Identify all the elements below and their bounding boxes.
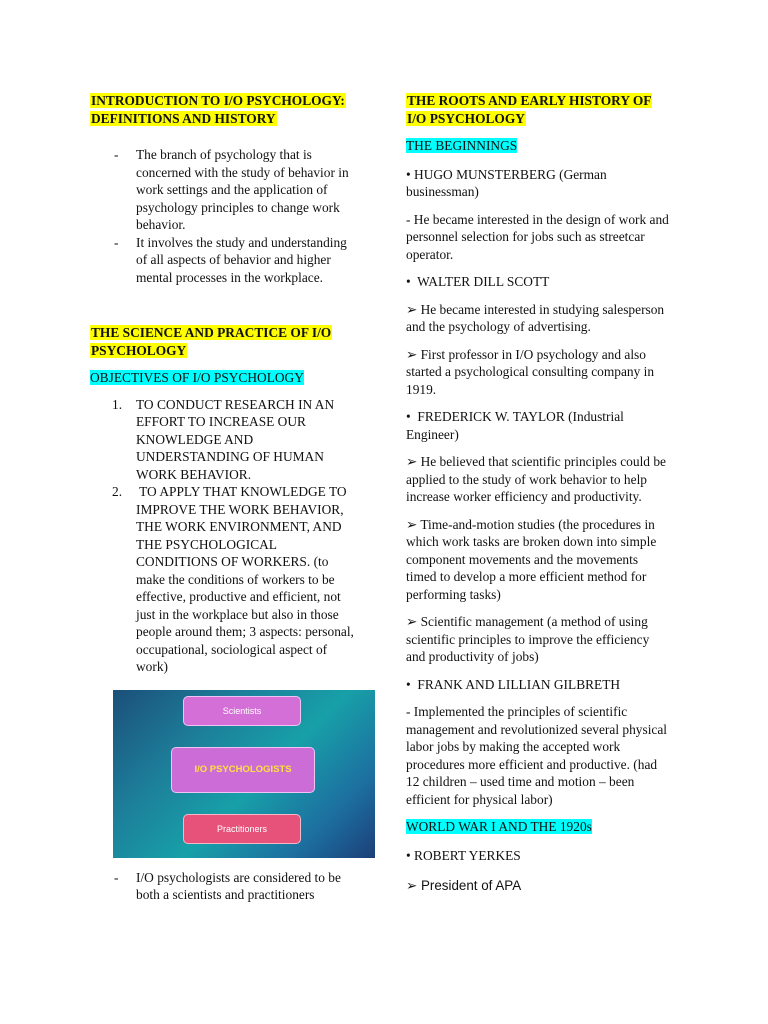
list-item: - It involves the study and understanding of all aspects of behavior and higher mental processes in the workplace. <box>90 234 370 287</box>
scientists-box: Scientists <box>183 696 301 726</box>
taylor-desc-3: ➢ Scientific management (a method of using scientific principles to improve the efficiency and productivity of jobs) <box>406 614 650 664</box>
list-item: 1. TO CONDUCT RESEARCH IN AN EFFORT TO INCREASE OUR KNOWLEDGE AND UNDERSTANDING OF HUMAN WORK BEHAVIOR. <box>112 396 335 482</box>
taylor-desc-1: ➢ He believed that scientific principles could be applied to the study of work behavior to help increase worker efficiency and productivity. <box>406 454 666 504</box>
roots-heading: THE ROOTS AND EARLY HISTORY OF I/O PSYCHOLOGY <box>407 93 652 126</box>
intro-bullet-list <box>90 146 370 286</box>
scott-desc-2: ➢ First professor in I/O psychology and also started a psychological consulting company in 1919. <box>406 346 655 397</box>
yerkes-desc: ➢ President of APA <box>406 878 522 893</box>
scientist-practitioner-list <box>90 869 370 904</box>
objectives-subheading: OBJECTIVES OF I/O PSYCHOLOGY <box>90 370 304 385</box>
list-item: - I/O psychologists are considered to be both a scientists and practitioners <box>90 869 370 904</box>
science-practice-heading: THE SCIENCE AND PRACTICE OF I/O PSYCHOLOGY <box>91 325 332 358</box>
munsterberg-desc: - He became interested in the design of work and personnel selection for jobs such as streetcar operator. <box>406 211 669 262</box>
intro-heading: INTRODUCTION TO I/O PSYCHOLOGY: DEFINITIONS AND HISTORY <box>91 93 345 126</box>
objectives-list <box>90 396 370 676</box>
list-item: 2. TO APPLY THAT KNOWLEDGE TO IMPROVE THE WORK BEHAVIOR, THE WORK ENVIRONMENT, AND THE PSYCHOLOGICAL CONDITIONS OF WORKERS. (to make the conditions of workers to be effective, productive and efficient, not just in the workplace but also in those people around them; 3 aspects: personal, occupational, sociological aspect of work) <box>112 484 354 674</box>
io-psychologists-diagram <box>113 690 375 858</box>
list-item: - The branch of psychology that is concerned with the study of behavior in work settings and the application of psychology principles to change work behavior. <box>90 146 370 234</box>
beginnings-subheading: THE BEGINNINGS <box>406 138 518 153</box>
right-column <box>406 92 682 895</box>
munsterberg-name: • HUGO MUNSTERBERG (German businessman) <box>406 166 607 199</box>
taylor-name: • FREDERICK W. TAYLOR (Industrial Engineer) <box>406 409 624 442</box>
taylor-desc-2: ➢ Time-and-motion studies (the procedures in which work tasks are broken down into simple component movements and the movements timed to develop a more efficient method for performing tasks) <box>406 516 657 602</box>
practitioners-box: Practitioners <box>183 814 301 844</box>
gilbreth-desc: - Implemented the principles of scientific management and revolutionized several physical labor jobs by making the accepted work procedures more efficient and productive. (had 12 children – used time and motion – been efficient for physical labor) <box>406 704 668 807</box>
ww1-subheading: WORLD WAR I AND THE 1920s <box>406 819 592 834</box>
scott-name: • WALTER DILL SCOTT <box>406 274 550 289</box>
scott-desc-1: ➢ He became interested in studying salesperson and the psychology of advertising. <box>406 301 665 334</box>
io-psychologists-box: I/O PSYCHOLOGISTS <box>171 747 315 793</box>
left-column <box>90 92 370 904</box>
gilbreth-name: • FRANK AND LILLIAN GILBRETH <box>406 676 621 692</box>
yerkes-name: • ROBERT YERKES <box>406 847 521 863</box>
